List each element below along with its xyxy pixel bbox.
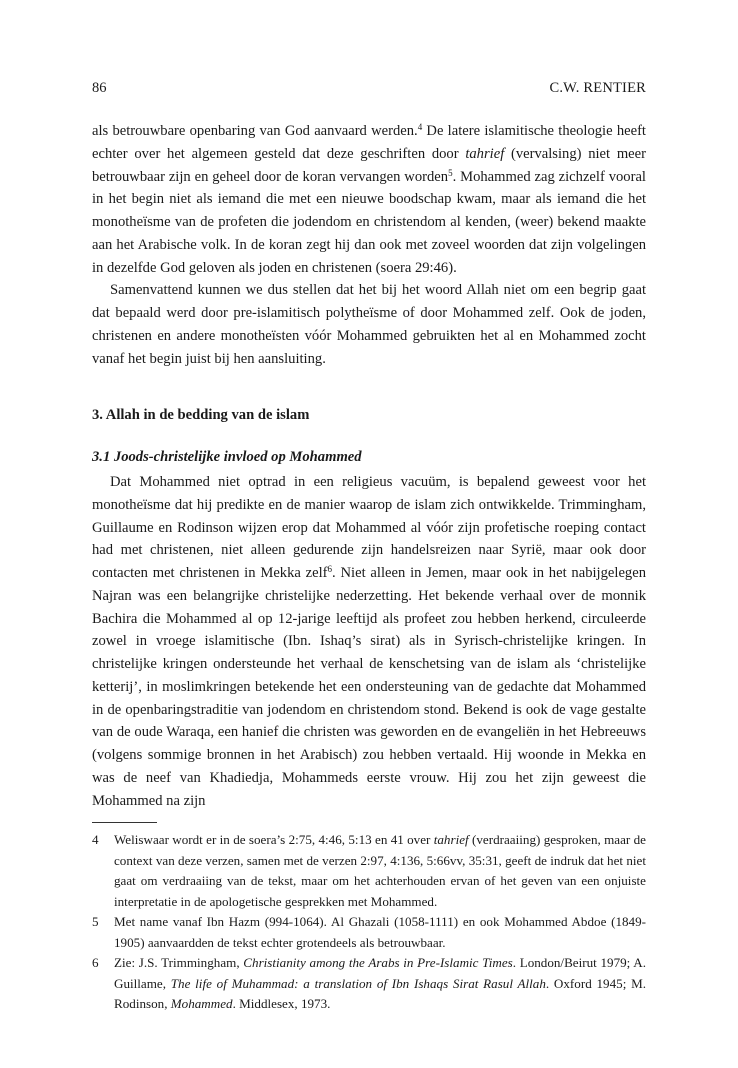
footnote-number: 5: [92, 914, 99, 929]
paragraph: Samenvattend kunnen we dus stellen dat het bij het woord Allah niet om een begrip gaat dat bepaald werd door pre-islamitisch polytheïsme of door Mohammed zelf. Ook de joden, christenen en andere monotheïsten vóór Mohammed gebruikten het al en Mohammed zocht vanaf het begin juist bij hen aansluiting.: [92, 282, 646, 367]
footnote-number: 4: [92, 832, 99, 847]
footnote: [92, 953, 646, 1015]
footnote-number: 6: [92, 955, 99, 970]
footnote: [92, 912, 646, 953]
footnote-divider: [92, 822, 157, 823]
paragraph: als betrouwbare openbaring van God aanvaard werden.$^4$ De latere islamitische theologie heeft echter over het algemeen gesteld dat deze geschriften door tahrief (vervalsing) niet meer betrouwbaar zijn en geheel door de koran vervangen worden$^5$. Mohammed zag zichzelf vooral in het begin niet als iemand die met een nieuwe boodschap kwam, maar als iemand die het monotheïsme van de profeten die jodendom en christendom al kenden, (weer) bekend maakte aan het Arabische volk. In de koran zegt hij dan ook met zoveel woorden dat zijn volgelingen in dezelfde God geloven als joden en christenen (soera 29:46).: [92, 122, 646, 276]
footnote-text: Met name vanaf Ibn Hazm (994-1064). Al Ghazali (1058-1111) en ook Mohammed Abdoe (1849-1905) aanvaardden de tekst echter grotendeels als betrouwbaar.: [114, 914, 646, 950]
page-header: [92, 80, 646, 100]
footnote: [92, 830, 646, 912]
section-body-1: [92, 120, 646, 370]
footnote-ref[interactable]: 6: [327, 564, 333, 574]
footnote-ref[interactable]: 4: [417, 122, 423, 132]
paragraph: Dat Mohammed niet optrad in een religieus vacuüm, is bepalend geweest voor het monotheïsme dat hij predikte en de manier waarop de islam zich ontwikkelde. Trimmingham, Guillaume en Rodinson wijzen erop dat Mohammed al vóór zijn profetische roeping contact had met christenen, niet alleen gedurende zijn handelsreizen naar Syrië, maar ook door contacten met christenen in Mekka zelf$^6$. Niet alleen in Jemen, maar ook in het nabijgelegen Najran was een belangrijke christelijke nederzetting. Het bekende verhaal over de monnik Bachira die Mohammed al op 12-jarige leeftijd als profeet zou hebben herkend, circuleerde zowel in vroege islamitische (Ibn. Ishaq’s sirat) als in Syrisch-christelijke kringen. In christelijke kringen ondersteunde het verhaal de kenschetsing van de islam als ‘christelijke ketterij’, in moslimkringen betekende het een ondersteuning van de gedachte dat Mohammed in de openbaringstraditie van jodendom en christendom stond. Bekend is ook de vage gestalte van de oude Waraqa, een hanief die christen was geworden en de evangeliën in het Hebreeuws (volgens sommige bronnen in het Arabisch) zou hebben vertaald. Hij woonde in Mekka en was de neef van Khadiedja, Mohammeds eerste vrouw. Hij zou het zijn geweest die Mohammed na zijn: [92, 474, 646, 809]
subsection-heading: 3.1 Joods-christelijke invloed op Mohammed: [92, 449, 362, 465]
section-heading: 3. Allah in de bedding van de islam: [92, 407, 310, 423]
page-number: 86: [92, 80, 107, 96]
footnotes: [92, 830, 646, 1015]
running-head: C.W. RENTIER: [549, 80, 646, 96]
footnote-text: Weliswaar wordt er in de soera’s 2:75, 4:46, 5:13 en 41 over tahrief (verdraaiing) gesproken, maar de context van deze verzen, samen met de verzen 2:97, 4:136, 5:66vv, 35:31, geeft de indruk dat het niet gaat om verdraaiing van de tekst, maar om het achterhouden ervan of het geven van een onjuiste interpretatie in de apologetische gesprekken met Mohammed.: [114, 832, 646, 909]
footnote-text: Zie: J.S. Trimmingham, Christianity among the Arabs in Pre-Islamic Times. London/Beirut 1979; A. Guillame, The life of Muhammad: a translation of Ibn Ishaqs Sirat Rasul Allah. Oxford 1945; M. Rodinson, Mohammed. Middlesex, 1973.: [114, 955, 647, 1011]
footnote-ref[interactable]: 5: [448, 167, 453, 178]
section-body-2: [92, 471, 646, 812]
